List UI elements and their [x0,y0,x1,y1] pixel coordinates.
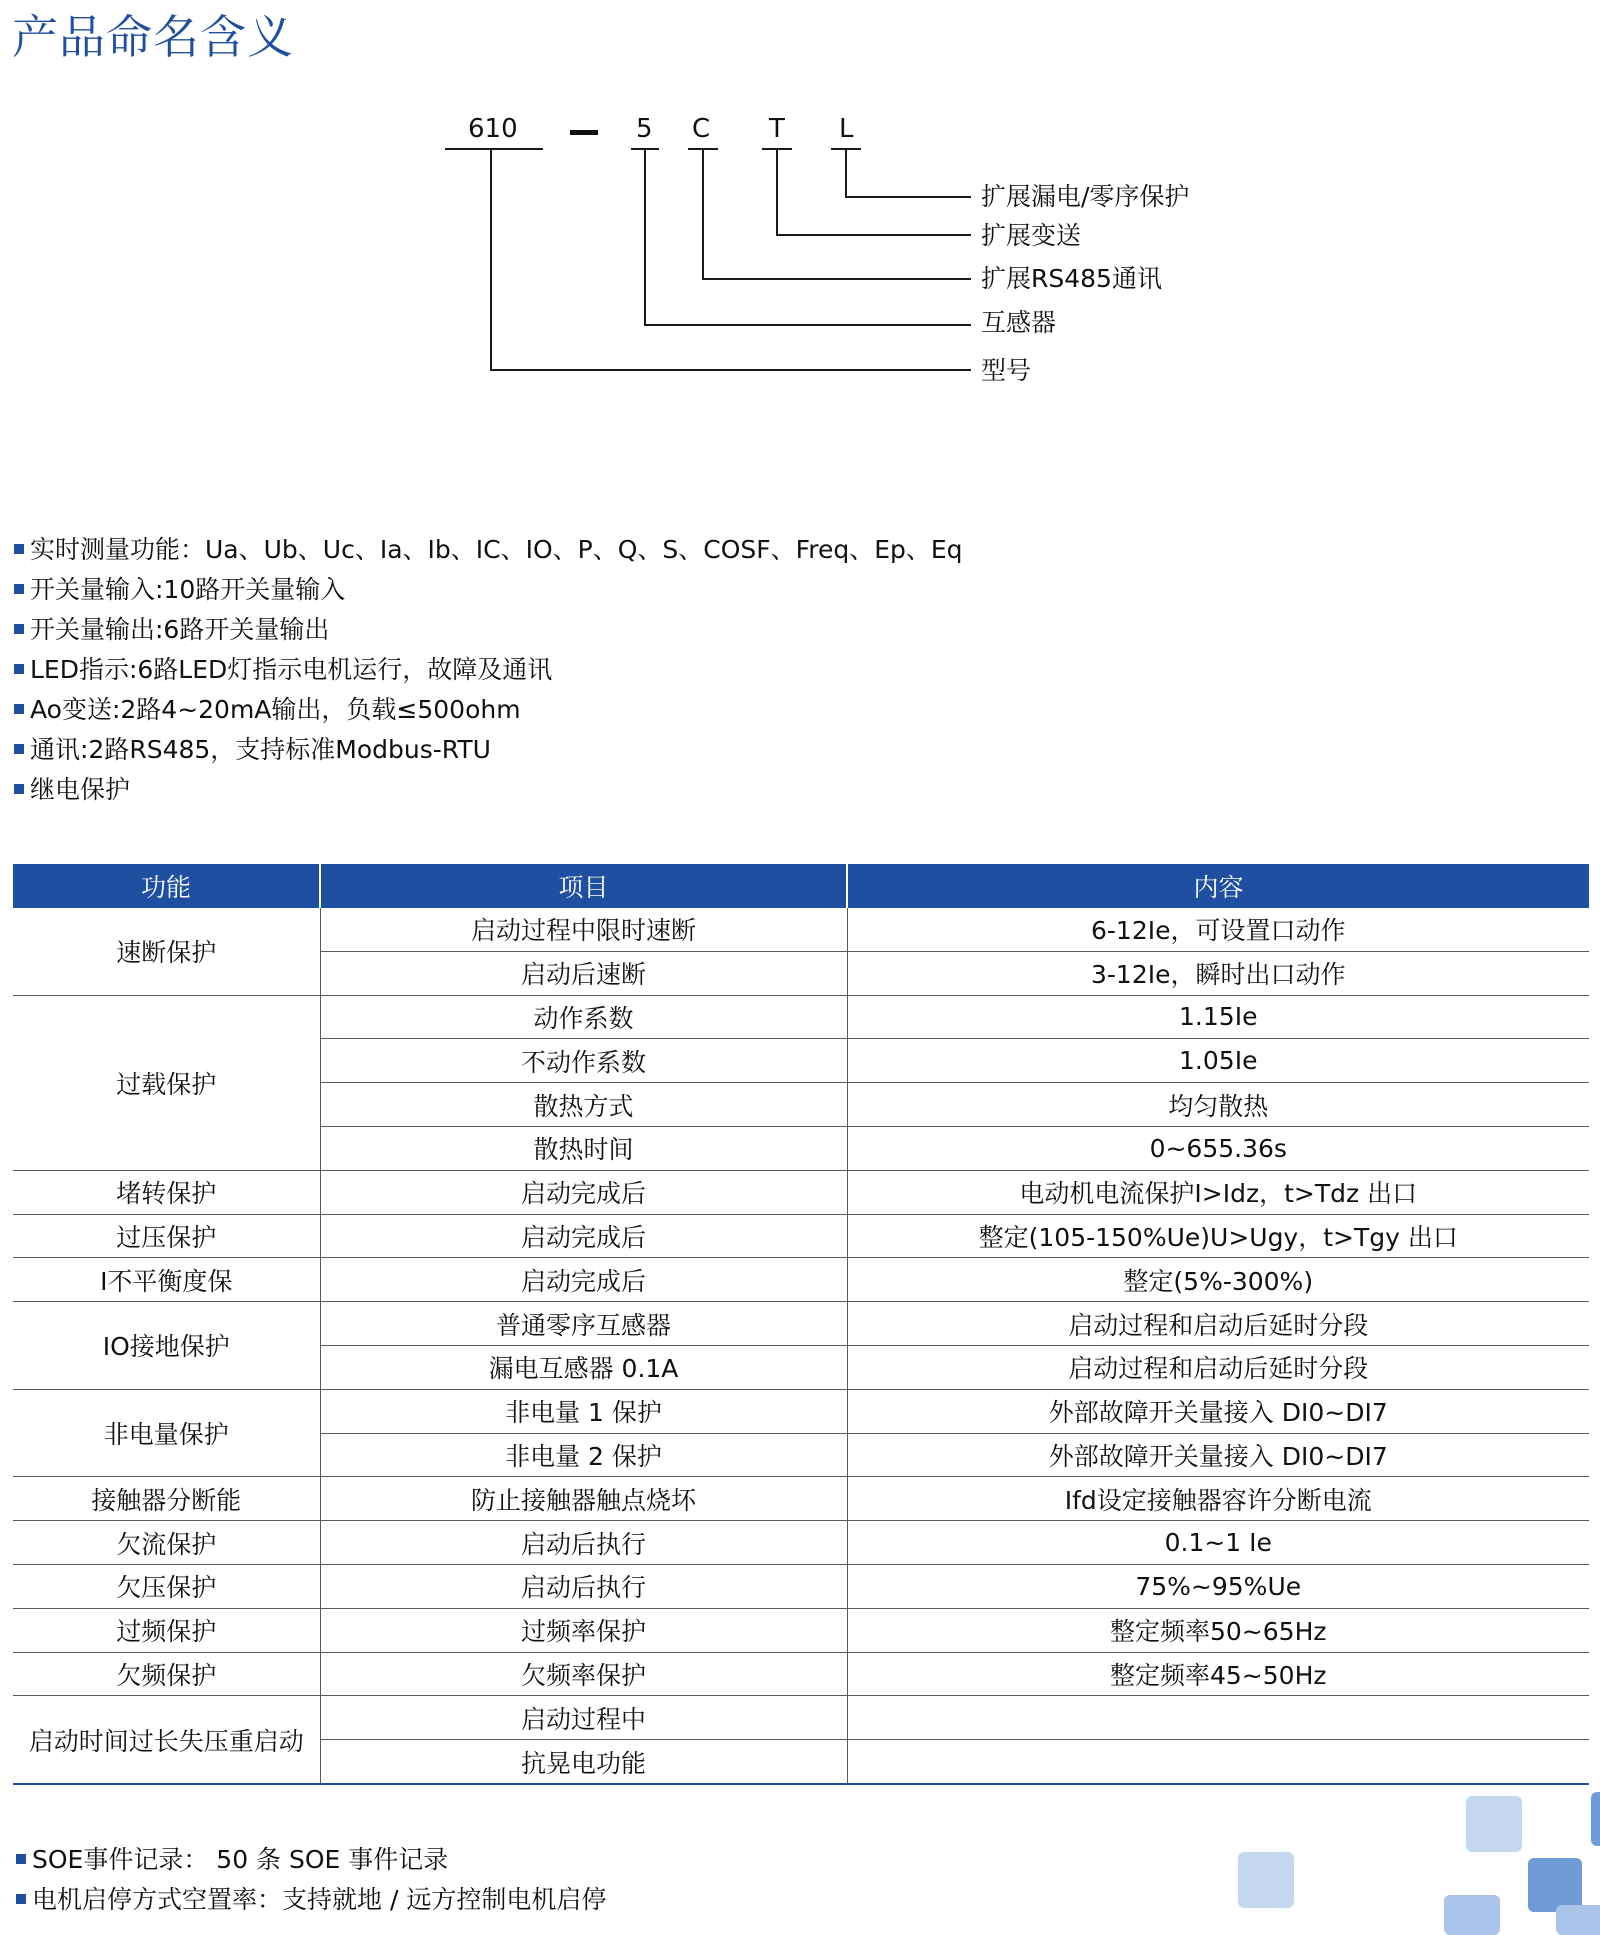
cell-content: 外部故障开关量接入 DI0~DI7 [847,1389,1589,1433]
cell-content: 电动机电流保护I>Idz，t>Tdz 出口 [847,1170,1589,1214]
notes-list [16,1840,606,1920]
naming-diagram [0,0,1600,420]
bullet-icon [14,624,24,634]
cell-content: 0~655.36s [847,1126,1589,1170]
cell-item: 散热时间 [320,1126,847,1170]
cell-function: 堵转保护 [13,1170,320,1214]
code-separator-dash [570,130,598,135]
meaning-t: 扩展变送 [981,221,1082,250]
decor-square [1466,1796,1522,1852]
table-row [13,1608,1589,1652]
code-5: 5 [636,114,653,144]
decor-square [1556,1905,1600,1935]
cell-item: 启动完成后 [320,1214,847,1258]
code-610: 610 [468,114,518,144]
feature-list [14,530,963,810]
bullet-icon [16,1894,26,1904]
cell-content [847,1696,1589,1740]
cell-function: 过载保护 [13,995,320,1170]
bullet-icon [14,664,24,674]
table-row [13,1258,1589,1302]
code-l: L [839,114,854,144]
cell-function: 接触器分断能 [13,1477,320,1521]
meaning-l: 扩展漏电/零序保护 [981,182,1190,211]
header-function: 功能 [13,864,320,908]
cell-item: 启动后执行 [320,1521,847,1565]
table-row [13,1170,1589,1214]
cell-item: 欠频率保护 [320,1652,847,1696]
cell-content: 75%~95%Ue [847,1564,1589,1608]
header-content: 内容 [847,864,1589,908]
cell-item: 动作系数 [320,995,847,1039]
connector-5-vertical [644,148,646,325]
cell-function: 欠压保护 [13,1564,320,1608]
connector-t-horizontal [776,234,971,236]
connector-l-horizontal [845,196,971,198]
cell-function: 过频保护 [13,1608,320,1652]
table-row [13,1302,1589,1346]
cell-content: 1.05Ie [847,1039,1589,1083]
cell-content: 均匀散热 [847,1083,1589,1127]
cell-item: 启动完成后 [320,1170,847,1214]
cell-function: 速断保护 [13,908,320,995]
cell-content: 启动过程和启动后延时分段 [847,1345,1589,1389]
table-row [13,1652,1589,1696]
cell-item: 不动作系数 [320,1039,847,1083]
list-item: 电机启停方式空置率：支持就地 / 远方控制电机启停 [16,1880,606,1920]
bullet-icon [16,1854,26,1864]
code-c: C [692,114,711,144]
cell-item: 漏电互感器 0.1A [320,1345,847,1389]
bullet-icon [14,784,24,794]
cell-content: 整定频率45~50Hz [847,1652,1589,1696]
cell-function: 非电量保护 [13,1389,320,1477]
cell-item: 启动后速断 [320,951,847,995]
cell-content: 整定(5%-300%) [847,1258,1589,1302]
bullet-icon [14,544,24,554]
table-row [13,908,1589,951]
cell-content [847,1740,1589,1784]
cell-function: 启动时间过长失压重启动 [13,1696,320,1784]
connector-c-vertical [702,148,704,279]
cell-content: Ifd设定接触器容许分断电流 [847,1477,1589,1521]
table-row [13,1389,1589,1433]
cell-content: 启动过程和启动后延时分段 [847,1302,1589,1346]
cell-item: 启动完成后 [320,1258,847,1302]
meaning-610: 型号 [981,356,1032,385]
connector-610-vertical [490,148,492,370]
decor-square [1591,1792,1600,1846]
cell-content: 外部故障开关量接入 DI0~DI7 [847,1433,1589,1477]
meaning-c: 扩展RS485通讯 [981,264,1162,293]
decor-square [1528,1858,1582,1912]
bullet-icon [14,744,24,754]
cell-content: 1.15Ie [847,995,1589,1039]
cell-content: 0.1~1 Ie [847,1521,1589,1565]
list-item: 通讯:2路RS485，支持标准Modbus-RTU [14,730,963,770]
cell-item: 非电量 2 保护 [320,1433,847,1477]
cell-item: 散热方式 [320,1083,847,1127]
connector-5-horizontal [644,324,971,326]
list-item: Ao变送:2路4~20mA输出，负载≤500ohm [14,690,963,730]
cell-item: 启动过程中 [320,1696,847,1740]
cell-content: 整定频率50~65Hz [847,1608,1589,1652]
list-item: 开关量输出:6路开关量输出 [14,610,963,650]
meaning-5: 互感器 [981,308,1057,337]
cell-item: 防止接触器触点烧坏 [320,1477,847,1521]
protection-spec-table [13,864,1589,1785]
connector-610-horizontal [490,369,971,371]
cell-function: 欠流保护 [13,1521,320,1565]
table-row [13,1696,1589,1740]
cell-item: 启动后执行 [320,1564,847,1608]
cell-item: 非电量 1 保护 [320,1389,847,1433]
table-row [13,1521,1589,1565]
connector-c-horizontal [702,278,971,280]
list-item: 继电保护 [14,770,963,810]
cell-function: 过压保护 [13,1214,320,1258]
bullet-icon [14,584,24,594]
connector-t-vertical [776,148,778,235]
list-item: 实时测量功能：Ua、Ub、Uc、Ia、Ib、IC、IO、P、Q、S、COSF、Freq、Ep、Eq [14,530,963,570]
cell-function: IO接地保护 [13,1302,320,1390]
cell-item: 过频率保护 [320,1608,847,1652]
cell-function: 欠频保护 [13,1652,320,1696]
table-row [13,1214,1589,1258]
cell-content: 整定(105-150%Ue)U>Ugy，t>Tgy 出口 [847,1214,1589,1258]
cell-content: 3-12Ie，瞬时出口动作 [847,951,1589,995]
decor-square [1238,1852,1294,1908]
list-item: 开关量输入:10路开关量输入 [14,570,963,610]
code-t: T [769,114,785,144]
header-item: 项目 [320,864,847,908]
page-title: 产品命名含义 [12,10,294,64]
table-header-row [13,864,1589,908]
cell-item: 普通零序互感器 [320,1302,847,1346]
table-row [13,1564,1589,1608]
list-item: LED指示:6路LED灯指示电机运行，故障及通讯 [14,650,963,690]
cell-item: 启动过程中限时速断 [320,908,847,951]
cell-content: 6-12Ie，可设置口动作 [847,908,1589,951]
connector-l-vertical [845,148,847,197]
decor-square [1444,1895,1500,1935]
table-row [13,1477,1589,1521]
bullet-icon [14,704,24,714]
table-row [13,995,1589,1039]
underline-610 [445,148,543,150]
cell-item: 抗晃电功能 [320,1740,847,1784]
cell-function: I不平衡度保 [13,1258,320,1302]
list-item: SOE事件记录： 50 条 SOE 事件记录 [16,1840,606,1880]
